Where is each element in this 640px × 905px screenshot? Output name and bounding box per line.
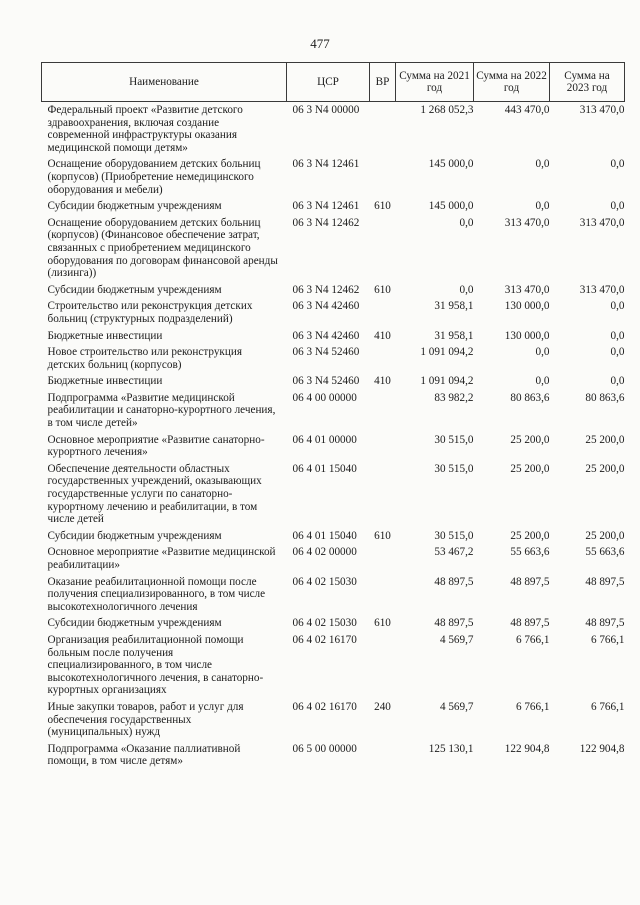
row-sum-2023: 25 200,0 bbox=[585, 529, 625, 542]
row-sum-2023: 0,0 bbox=[610, 346, 625, 359]
row-sum-2021: 30 515,0 bbox=[434, 433, 474, 446]
row-csr: 06 3 N4 42460 bbox=[292, 329, 360, 342]
row-sum-2022: 313 470,0 bbox=[504, 216, 550, 229]
row-sum-2023: 0,0 bbox=[610, 300, 625, 313]
table-row bbox=[42, 300, 625, 329]
row-name: Оказание реабилитационной помощи после получения специализированного, в том числе высокотехнологичного лечения bbox=[47, 575, 266, 613]
row-sum-2023: 25 200,0 bbox=[585, 462, 625, 475]
row-sum-2021: 31 958,1 bbox=[434, 329, 474, 342]
row-csr: 06 3 N4 12461 bbox=[292, 200, 360, 213]
table-header-row bbox=[42, 63, 625, 102]
table-row bbox=[42, 158, 625, 200]
row-vr bbox=[370, 576, 396, 618]
header-name: Наименование bbox=[42, 63, 287, 102]
row-vr bbox=[370, 463, 396, 530]
row-vr bbox=[370, 346, 396, 375]
row-csr: 06 4 01 00000 bbox=[292, 433, 357, 446]
row-sum-2021: 83 982,2 bbox=[434, 391, 474, 404]
row-name: Основное мероприятие «Развитие санаторно-курортного лечения» bbox=[47, 433, 265, 459]
row-csr: 06 4 02 15030 bbox=[292, 617, 357, 630]
row-sum-2022: 6 766,1 bbox=[515, 700, 550, 713]
row-sum-2022: 0,0 bbox=[535, 158, 550, 171]
row-sum-2022: 48 897,5 bbox=[510, 617, 550, 630]
row-sum-2023: 313 470,0 bbox=[579, 283, 625, 296]
row-sum-2022: 6 766,1 bbox=[515, 633, 550, 646]
row-sum-2021: 30 515,0 bbox=[434, 462, 474, 475]
table-row bbox=[42, 330, 625, 347]
row-sum-2021: 0,0 bbox=[459, 216, 474, 229]
row-sum-2023: 0,0 bbox=[610, 200, 625, 213]
row-name: Субсидии бюджетным учреждениям bbox=[47, 617, 222, 630]
row-vr: 610 bbox=[374, 529, 391, 542]
table-row bbox=[42, 546, 625, 575]
row-csr: 06 4 00 00000 bbox=[292, 391, 357, 404]
row-sum-2022: 443 470,0 bbox=[504, 104, 550, 116]
row-vr: 610 bbox=[374, 200, 391, 213]
row-sum-2022: 122 904,8 bbox=[504, 742, 550, 755]
table-row bbox=[42, 530, 625, 547]
table-row bbox=[42, 634, 625, 701]
table-row bbox=[42, 701, 625, 743]
table-row bbox=[42, 463, 625, 530]
row-sum-2022: 25 200,0 bbox=[510, 433, 550, 446]
row-sum-2021: 48 897,5 bbox=[434, 617, 474, 630]
row-sum-2021: 53 467,2 bbox=[434, 546, 474, 559]
row-csr: 06 5 00 00000 bbox=[292, 742, 357, 755]
row-name: Строительство или реконструкция детских больниц (структурных подразделений) bbox=[47, 300, 253, 325]
row-name: Основное мероприятие «Развитие медицинской реабилитации» bbox=[47, 546, 276, 571]
row-name: Субсидии бюджетным учреждениям bbox=[47, 283, 222, 296]
row-sum-2023: 313 470,0 bbox=[579, 216, 625, 229]
row-sum-2022: 0,0 bbox=[535, 200, 550, 213]
row-vr: 610 bbox=[374, 617, 391, 630]
row-sum-2022: 55 663,6 bbox=[510, 546, 550, 559]
table-row bbox=[42, 346, 625, 375]
table-row bbox=[42, 102, 625, 159]
table-row bbox=[42, 434, 625, 463]
row-sum-2021: 145 000,0 bbox=[428, 200, 474, 213]
row-csr: 06 3 N4 52460 bbox=[292, 375, 360, 388]
row-vr bbox=[370, 546, 396, 575]
row-csr: 06 4 02 15030 bbox=[292, 575, 357, 588]
header-sum-2021: Сумма на 2021 год bbox=[396, 63, 474, 102]
row-sum-2022: 25 200,0 bbox=[510, 462, 550, 475]
row-sum-2022: 0,0 bbox=[535, 375, 550, 388]
row-sum-2022: 0,0 bbox=[535, 346, 550, 359]
row-csr: 06 4 01 15040 bbox=[292, 462, 357, 475]
table-row bbox=[42, 375, 625, 392]
table-row bbox=[42, 284, 625, 301]
row-name: Оснащение оборудованием детских больниц (корпусов) (Финансовое обеспечение затрат, связанных с приобретением медицинского оборудования по договорам финансовой аренды (лизинга)) bbox=[47, 216, 278, 280]
row-sum-2021: 48 897,5 bbox=[434, 575, 474, 588]
row-vr bbox=[370, 300, 396, 329]
budget-table bbox=[41, 62, 625, 772]
table-row bbox=[42, 217, 625, 284]
row-csr: 06 3 N4 52460 bbox=[292, 346, 360, 359]
row-csr: 06 3 N4 42460 bbox=[292, 300, 360, 313]
row-vr: 610 bbox=[374, 283, 391, 296]
row-vr: 410 bbox=[374, 375, 391, 388]
table-row bbox=[42, 392, 625, 434]
row-sum-2021: 30 515,0 bbox=[434, 529, 474, 542]
row-name: Оснащение оборудованием детских больниц (корпусов) (Приобретение немедицинского оборудования и мебели) bbox=[47, 158, 261, 196]
page-number: 477 bbox=[310, 36, 330, 51]
row-name: Субсидии бюджетным учреждениям bbox=[47, 200, 222, 213]
row-sum-2022: 25 200,0 bbox=[510, 529, 550, 542]
row-csr: 06 3 N4 00000 bbox=[292, 104, 360, 116]
row-sum-2022: 130 000,0 bbox=[504, 329, 550, 342]
row-vr bbox=[370, 217, 396, 284]
row-sum-2021: 1 268 052,3 bbox=[420, 104, 474, 116]
row-sum-2021: 125 130,1 bbox=[428, 742, 474, 755]
row-sum-2023: 25 200,0 bbox=[585, 433, 625, 446]
row-sum-2021: 31 958,1 bbox=[434, 300, 474, 313]
table-body bbox=[42, 102, 625, 772]
row-name: Иные закупки товаров, работ и услуг для обеспечения государственных (муниципальных) нужд bbox=[47, 700, 244, 739]
row-sum-2023: 0,0 bbox=[610, 329, 625, 342]
row-sum-2023: 6 766,1 bbox=[590, 700, 625, 713]
table-row bbox=[42, 576, 625, 618]
header-csr: ЦСР bbox=[287, 63, 370, 102]
row-name: Бюджетные инвестиции bbox=[47, 329, 163, 342]
row-sum-2023: 48 897,5 bbox=[585, 617, 625, 630]
row-name: Организация реабилитационной помощи больным после получения специализированного, в том числе высокотехнологичного лечения, в санаторно-курортных организациях bbox=[47, 633, 264, 697]
row-vr bbox=[370, 634, 396, 701]
row-sum-2023: 55 663,6 bbox=[585, 546, 625, 559]
row-name: Обеспечение деятельности областных государственных учреждений, оказывающих государственные услуги по санаторно-курортному лечению и реабилитации, в том числе детей bbox=[47, 462, 262, 526]
row-sum-2021: 4 569,7 bbox=[439, 700, 474, 713]
table-row bbox=[42, 200, 625, 217]
row-sum-2022: 130 000,0 bbox=[504, 300, 550, 313]
row-name: Новое строительство или реконструкция детских больниц (корпусов) bbox=[47, 346, 242, 371]
row-sum-2022: 48 897,5 bbox=[510, 575, 550, 588]
row-sum-2023: 48 897,5 bbox=[585, 575, 625, 588]
row-vr bbox=[370, 392, 396, 434]
row-sum-2023: 80 863,6 bbox=[585, 391, 625, 404]
row-vr bbox=[370, 434, 396, 463]
row-name: Субсидии бюджетным учреждениям bbox=[47, 529, 222, 542]
row-sum-2023: 6 766,1 bbox=[590, 633, 625, 646]
row-vr bbox=[370, 102, 396, 159]
row-sum-2021: 0,0 bbox=[459, 283, 474, 296]
row-name: Бюджетные инвестиции bbox=[47, 375, 163, 388]
row-sum-2021: 1 091 094,2 bbox=[420, 375, 474, 388]
row-sum-2023: 313 470,0 bbox=[579, 104, 625, 116]
row-csr: 06 3 N4 12462 bbox=[292, 216, 360, 229]
header-sum-2022: Сумма на 2022 год bbox=[474, 63, 550, 102]
row-sum-2021: 1 091 094,2 bbox=[420, 346, 474, 359]
row-sum-2022: 313 470,0 bbox=[504, 283, 550, 296]
row-csr: 06 3 N4 12461 bbox=[292, 158, 360, 171]
row-csr: 06 3 N4 12462 bbox=[292, 283, 360, 296]
row-csr: 06 4 01 15040 bbox=[292, 529, 357, 542]
table-row bbox=[42, 743, 625, 772]
row-sum-2022: 80 863,6 bbox=[510, 391, 550, 404]
table-row bbox=[42, 617, 625, 634]
row-vr bbox=[370, 158, 396, 200]
row-csr: 06 4 02 00000 bbox=[292, 546, 357, 559]
row-sum-2023: 0,0 bbox=[610, 375, 625, 388]
row-name: Федеральный проект «Развитие детского здравоохранения, включая создание современной инфраструктуры оказания медицинской помощи детям» bbox=[47, 104, 243, 154]
row-vr: 240 bbox=[374, 700, 391, 713]
row-vr bbox=[370, 743, 396, 772]
row-sum-2021: 4 569,7 bbox=[439, 633, 474, 646]
row-csr: 06 4 02 16170 bbox=[292, 700, 357, 713]
row-csr: 06 4 02 16170 bbox=[292, 633, 357, 646]
row-name: Подпрограмма «Оказание паллиативной помощи, в том числе детям» bbox=[47, 742, 241, 768]
row-sum-2021: 145 000,0 bbox=[428, 158, 474, 171]
row-sum-2023: 122 904,8 bbox=[579, 742, 625, 755]
row-vr: 410 bbox=[374, 329, 391, 342]
header-vr: ВР bbox=[370, 63, 396, 102]
row-sum-2023: 0,0 bbox=[610, 158, 625, 171]
row-name: Подпрограмма «Развитие медицинской реабилитации и санаторно-курортного лечения, в том числе детей» bbox=[47, 391, 276, 430]
header-sum-2023: Сумма на 2023 год bbox=[550, 63, 625, 102]
